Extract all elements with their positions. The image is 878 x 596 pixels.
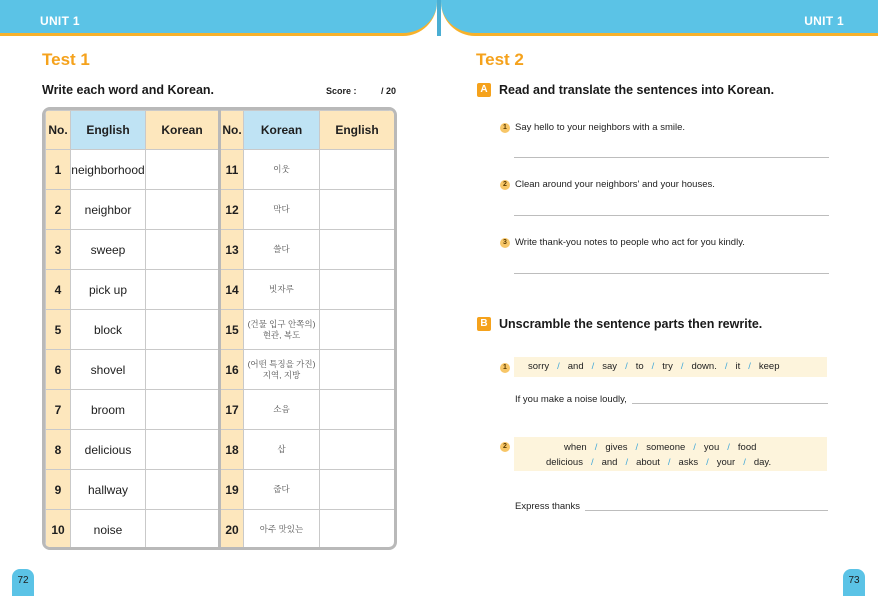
table-row [46,230,395,270]
word-separator: / [727,442,730,453]
b-item-1-words [528,361,779,372]
table-row [46,190,395,230]
b-item-1-prompt: If you make a noise loudly, [515,394,627,405]
word-separator: / [635,442,639,453]
korean-word: 막다 [244,190,320,230]
scrambled-word: asks [678,457,699,468]
section-a-instruction: Read and translate the sentences into Korean. [499,83,775,97]
b-item-1-answer-line[interactable] [632,403,828,404]
table-row [46,150,395,190]
word-separator: / [724,361,728,372]
row-number: 15 [220,310,244,350]
english-answer-cell[interactable] [320,430,395,470]
row-number: 2 [46,190,71,230]
scrambled-word: try [662,361,673,372]
english-answer-cell[interactable] [320,270,395,310]
english-answer-cell[interactable] [320,230,395,270]
english-answer-cell[interactable] [320,390,395,430]
a-item-1-answer-line[interactable] [514,157,829,158]
korean-word: 줍다 [244,470,320,510]
row-number: 12 [220,190,244,230]
b-item-2-number: 2 [500,442,510,452]
korean-word: 아주 맛있는 [244,510,320,550]
scrambled-word: sorry [528,361,550,372]
korean-word: 이웃 [244,150,320,190]
score-total: / 20 [381,86,397,96]
scrambled-word: day. [753,457,772,468]
scrambled-word: say [602,361,618,372]
scrambled-word: you [703,442,720,453]
b-item-1-number: 1 [500,363,510,373]
table-row [46,270,395,310]
scrambled-word: when [564,442,587,453]
a-item-2-number: 2 [500,180,510,190]
row-number: 5 [46,310,71,350]
header-korean-1: Korean [146,111,220,150]
korean-word: 빗자루 [244,270,320,310]
english-word: delicious [71,430,146,470]
row-number: 11 [220,150,244,190]
row-number: 3 [46,230,71,270]
unit-label-right: UNIT 1 [804,14,844,28]
korean-answer-cell[interactable] [146,350,220,390]
row-number: 16 [220,350,244,390]
word-separator: / [557,361,560,372]
a-item-2-answer-line[interactable] [514,215,829,216]
word-separator: / [667,457,671,468]
korean-answer-cell[interactable] [146,230,220,270]
table-row [46,350,395,390]
row-number: 13 [220,230,244,270]
english-answer-cell[interactable] [320,190,395,230]
header-english-1: English [71,111,146,150]
scrambled-word: it [735,361,741,372]
word-separator: / [594,442,598,453]
row-number: 20 [220,510,244,550]
korean-word: 소음 [244,390,320,430]
english-answer-cell[interactable] [320,470,395,510]
header-korean-2: Korean [244,111,320,150]
row-number: 9 [46,470,71,510]
scrambled-word: about [636,457,660,468]
english-word: broom [71,390,146,430]
a-item-3-text: Write thank-you notes to people who act for you kindly. [515,237,745,248]
header-english-2: English [320,111,395,150]
english-word: hallway [71,470,146,510]
test1-instruction: Write each word and Korean. [42,83,215,97]
scrambled-word: your [716,457,736,468]
b-item-2-words-line1 [564,442,756,453]
korean-word: (어떤 특징을 가진) 지역, 지방 [244,350,320,390]
korean-answer-cell[interactable] [146,310,220,350]
table-row [46,310,395,350]
word-separator: / [651,361,655,372]
word-separator: / [625,361,628,372]
scrambled-word: to [635,361,644,372]
row-number: 10 [46,510,71,550]
row-number: 17 [220,390,244,430]
row-number: 14 [220,270,244,310]
scrambled-word: delicious [546,457,583,468]
header-no-2: No. [220,111,244,150]
word-separator: / [706,457,709,468]
korean-answer-cell[interactable] [146,150,220,190]
page-number-left: 72 [12,569,34,596]
test2-title: Test 2 [476,50,524,69]
korean-answer-cell[interactable] [146,470,220,510]
row-number: 4 [46,270,71,310]
english-word: block [71,310,146,350]
a-item-3-number: 3 [500,238,510,248]
a-item-1-text: Say hello to your neighbors with a smile. [515,122,686,133]
scrambled-word: gives [605,442,628,453]
b-item-2-prompt: Express thanks [515,501,580,512]
row-number: 8 [46,430,71,470]
english-word: shovel [71,350,146,390]
english-word: neighborhood [71,150,146,190]
b-item-2-answer-line[interactable] [585,510,828,511]
english-answer-cell[interactable] [320,150,395,190]
english-word: sweep [71,230,146,270]
test1-title: Test 1 [42,50,90,69]
page-number-right: 73 [843,569,865,596]
scrambled-word: keep [758,361,780,372]
scrambled-word: down. [691,361,717,372]
english-word: neighbor [71,190,146,230]
korean-answer-cell[interactable] [146,190,220,230]
table-row [46,510,395,550]
section-b-instruction: Unscramble the sentence parts then rewrite. [499,317,763,331]
table-row [46,430,395,470]
english-answer-cell[interactable] [320,350,395,390]
english-answer-cell[interactable] [320,310,395,350]
korean-answer-cell[interactable] [146,390,220,430]
word-separator: / [680,361,684,372]
header-no-1: No. [46,111,71,150]
korean-word: 삽 [244,430,320,470]
b-item-2-words-line2 [546,457,771,468]
section-b-badge: B [477,317,491,331]
korean-answer-cell[interactable] [146,430,220,470]
word-separator: / [693,442,696,453]
row-number: 1 [46,150,71,190]
word-separator: / [748,361,751,372]
a-item-1-number: 1 [500,123,510,133]
korean-word: (건물 입구 안쪽의) 현관, 복도 [244,310,320,350]
page-gutter [437,0,441,36]
table-row [46,470,395,510]
word-separator: / [743,457,746,468]
a-item-2-text: Clean around your neighbors' and your houses. [515,179,715,190]
vocab-table [42,107,397,550]
row-number: 18 [220,430,244,470]
scrambled-word: someone [646,442,686,453]
section-a-badge: A [477,83,491,97]
table-row [46,390,395,430]
score-label: Score : [326,86,357,96]
korean-word: 쓸다 [244,230,320,270]
word-separator: / [590,457,594,468]
scrambled-word: and [601,457,618,468]
row-number: 7 [46,390,71,430]
word-separator: / [591,361,595,372]
unit-label-left: UNIT 1 [40,14,80,28]
row-number: 6 [46,350,71,390]
korean-answer-cell[interactable] [146,510,220,550]
english-word: noise [71,510,146,550]
a-item-3-answer-line[interactable] [514,273,829,274]
scrambled-word: food [737,442,757,453]
english-answer-cell[interactable] [320,510,395,550]
word-separator: / [625,457,629,468]
scrambled-word: and [567,361,584,372]
english-word: pick up [71,270,146,310]
korean-answer-cell[interactable] [146,270,220,310]
row-number: 19 [220,470,244,510]
